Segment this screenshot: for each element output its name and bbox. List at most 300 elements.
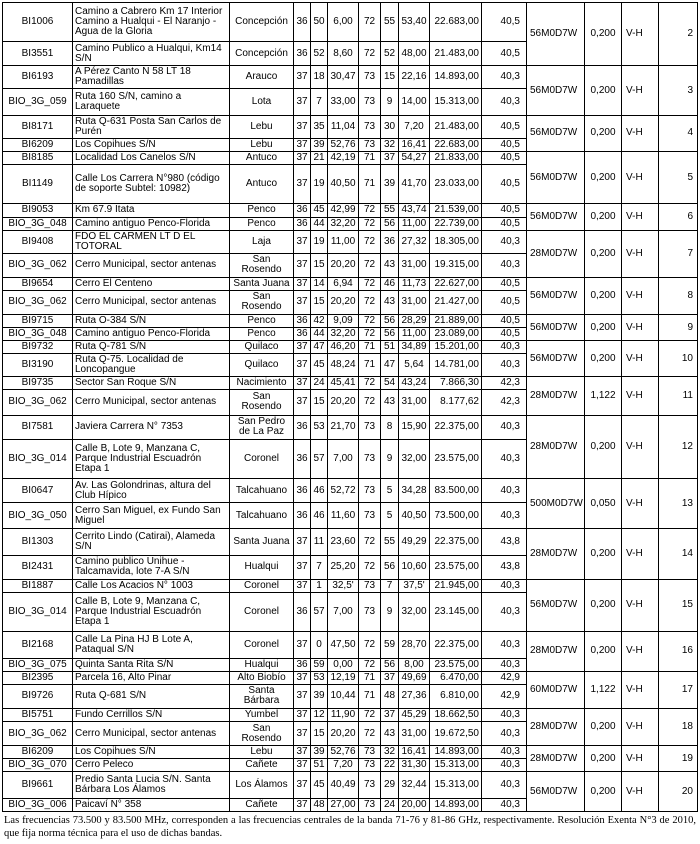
station-address: Calle La Pina HJ B Lote A, Pataqual S/N <box>73 632 230 658</box>
power-watts: 0,200 <box>585 632 622 671</box>
lon-sec: 27,32 <box>399 230 430 253</box>
lat-min: 12 <box>311 708 328 721</box>
table-row <box>3 230 698 253</box>
lon-min: 5 <box>381 479 399 503</box>
link-number: 2 <box>659 3 698 66</box>
antenna-height: 40,3 <box>482 708 527 721</box>
lon-min: 32 <box>381 138 399 151</box>
antenna-height: 42,3 <box>482 390 527 415</box>
lat-sec: 7,00 <box>328 439 359 478</box>
emission-designator: 28M0D7W <box>527 230 585 277</box>
table-row <box>3 151 698 164</box>
commune: Lota <box>230 89 294 115</box>
lon-deg: 72 <box>359 290 381 314</box>
lon-sec: 31,30 <box>399 759 430 772</box>
lon-sec: 34,89 <box>399 341 430 354</box>
commune: Hualqui <box>230 555 294 579</box>
lat-deg: 37 <box>294 555 311 579</box>
polarization: V-H <box>622 66 659 115</box>
lon-sec: 16,41 <box>399 138 430 151</box>
link-number: 10 <box>659 341 698 377</box>
lat-deg: 37 <box>294 529 311 555</box>
station-address: Cerro El Centeno <box>73 277 230 290</box>
lat-min: 35 <box>311 115 328 138</box>
polarization: V-H <box>622 230 659 277</box>
lon-deg: 72 <box>359 377 381 390</box>
station-address: Km 67.9 Itata <box>73 204 230 217</box>
station-address: Camino publico Unihue - Talcamavida, lote 7-A S/N <box>73 555 230 579</box>
lat-deg: 37 <box>294 798 311 811</box>
power-watts: 0,050 <box>585 479 622 529</box>
lon-deg: 72 <box>359 721 381 745</box>
frequency: 22.375,00 <box>430 529 482 555</box>
commune: Antuco <box>230 151 294 164</box>
frequency-table <box>2 2 698 812</box>
lon-min: 15 <box>381 66 399 89</box>
station-code: BI9053 <box>3 204 73 217</box>
frequency: 23.089,00 <box>430 328 482 341</box>
commune: Coronel <box>230 579 294 592</box>
lat-sec: 32,20 <box>328 217 359 230</box>
station-address: Cerro Peleco <box>73 759 230 772</box>
lon-sec: 31,00 <box>399 721 430 745</box>
station-code: BI2168 <box>3 632 73 658</box>
lon-min: 52 <box>381 42 399 66</box>
lon-deg: 73 <box>359 503 381 529</box>
lat-deg: 37 <box>294 746 311 759</box>
power-watts: 0,200 <box>585 66 622 115</box>
lon-deg: 72 <box>359 314 381 327</box>
commune: San Rosendo <box>230 290 294 314</box>
commune: Nacimiento <box>230 377 294 390</box>
lat-sec: 9,09 <box>328 314 359 327</box>
emission-designator: 56M0D7W <box>527 772 585 812</box>
emission-designator: 56M0D7W <box>527 341 585 377</box>
lon-sec: 32,00 <box>399 439 430 478</box>
lat-min: 15 <box>311 721 328 745</box>
lat-sec: 20,20 <box>328 721 359 745</box>
station-code: BI6193 <box>3 66 73 89</box>
lon-min: 51 <box>381 341 399 354</box>
link-number: 19 <box>659 746 698 772</box>
lat-sec: 12,19 <box>328 671 359 684</box>
emission-designator: 28M0D7W <box>527 746 585 772</box>
antenna-height: 42,9 <box>482 671 527 684</box>
frequency: 21.427,00 <box>430 290 482 314</box>
lat-deg: 37 <box>294 277 311 290</box>
lon-min: 55 <box>381 529 399 555</box>
lon-deg: 73 <box>359 89 381 115</box>
antenna-height: 43,8 <box>482 555 527 579</box>
commune: Penco <box>230 328 294 341</box>
lon-sec: 15,90 <box>399 415 430 439</box>
lon-deg: 72 <box>359 42 381 66</box>
polarization: V-H <box>622 579 659 632</box>
link-number: 11 <box>659 377 698 415</box>
lat-min: 11 <box>311 529 328 555</box>
lat-min: 19 <box>311 230 328 253</box>
lat-min: 15 <box>311 253 328 277</box>
station-address: Ruta O-384 S/N <box>73 314 230 327</box>
table-row <box>3 3 698 42</box>
lon-min: 56 <box>381 555 399 579</box>
commune: Arauco <box>230 66 294 89</box>
table-row <box>3 632 698 658</box>
lon-deg: 73 <box>359 115 381 138</box>
commune: Penco <box>230 217 294 230</box>
lat-sec: 32,20 <box>328 328 359 341</box>
lat-deg: 37 <box>294 89 311 115</box>
commune: San Rosendo <box>230 390 294 415</box>
lat-deg: 36 <box>294 439 311 478</box>
frequency: 83.500,00 <box>430 479 482 503</box>
station-address: Paicaví N° 358 <box>73 798 230 811</box>
lat-min: 19 <box>311 164 328 203</box>
station-address: Localidad Los Canelos S/N <box>73 151 230 164</box>
commune: Lebu <box>230 138 294 151</box>
antenna-height: 40,5 <box>482 277 527 290</box>
lat-min: 44 <box>311 217 328 230</box>
antenna-height: 40,3 <box>482 66 527 89</box>
footnote: Las frecuencias 73.500 y 83.500 MHz, corresponden a las frecuencias centrales de la banda 71-76 y 81-86 GHz, respectivamente. Resolución Exenta N°3 de 2010, que fija norma técnica para el uso de dichas bandas. <box>4 815 696 839</box>
polarization: V-H <box>622 479 659 529</box>
station-address: Los Copihues S/N <box>73 138 230 151</box>
station-code: BIO_3G_062 <box>3 290 73 314</box>
lat-sec: 11,90 <box>328 708 359 721</box>
lat-sec: 25,20 <box>328 555 359 579</box>
polarization: V-H <box>622 529 659 579</box>
lon-sec: 32,44 <box>399 772 430 798</box>
frequency: 7.866,30 <box>430 377 482 390</box>
antenna-height: 43,8 <box>482 529 527 555</box>
lon-sec: 41,70 <box>399 164 430 203</box>
station-address: Cerro Municipal, sector antenas <box>73 253 230 277</box>
antenna-height: 40,3 <box>482 759 527 772</box>
station-code: BI1303 <box>3 529 73 555</box>
power-watts: 0,200 <box>585 3 622 66</box>
lon-deg: 73 <box>359 415 381 439</box>
station-code: BI8171 <box>3 115 73 138</box>
lat-min: 7 <box>311 555 328 579</box>
table-row <box>3 415 698 439</box>
frequency: 15.201,00 <box>430 341 482 354</box>
lon-deg: 71 <box>359 671 381 684</box>
lat-sec: 40,49 <box>328 772 359 798</box>
station-code: BIO_3G_062 <box>3 253 73 277</box>
power-watts: 1,122 <box>585 377 622 415</box>
station-address: Calle Los Carrera N°980 (código de soporte Subtel: 10982) <box>73 164 230 203</box>
commune: San Rosendo <box>230 721 294 745</box>
lon-deg: 73 <box>359 759 381 772</box>
frequency: 8.177,62 <box>430 390 482 415</box>
link-number: 13 <box>659 479 698 529</box>
lon-sec: 43,74 <box>399 204 430 217</box>
lat-deg: 37 <box>294 579 311 592</box>
commune: Alto Biobío <box>230 671 294 684</box>
lat-deg: 37 <box>294 151 311 164</box>
lon-sec: 31,00 <box>399 390 430 415</box>
commune: Santa Juana <box>230 529 294 555</box>
polarization: V-H <box>622 277 659 314</box>
station-code: BI9715 <box>3 314 73 327</box>
lon-sec: 11,00 <box>399 217 430 230</box>
station-code: BIO_3G_048 <box>3 217 73 230</box>
polarization: V-H <box>622 671 659 708</box>
lon-deg: 73 <box>359 772 381 798</box>
emission-designator: 28M0D7W <box>527 708 585 745</box>
frequency: 21.945,00 <box>430 579 482 592</box>
lon-deg: 71 <box>359 341 381 354</box>
lat-deg: 37 <box>294 377 311 390</box>
antenna-height: 40,3 <box>482 341 527 354</box>
lat-min: 50 <box>311 3 328 42</box>
station-address: Cerrito Lindo (Catirai), Alameda S/N <box>73 529 230 555</box>
station-address: Calle Los Acacios N° 1003 <box>73 579 230 592</box>
commune: Concepción <box>230 42 294 66</box>
antenna-height: 40,5 <box>482 290 527 314</box>
lon-deg: 71 <box>359 164 381 203</box>
lat-sec: 30,47 <box>328 66 359 89</box>
lon-sec: 45,29 <box>399 708 430 721</box>
station-address: Predio Santa Lucia S/N. Santa Bárbara Los Álamos <box>73 772 230 798</box>
table-row <box>3 746 698 759</box>
commune: Penco <box>230 314 294 327</box>
lon-min: 59 <box>381 632 399 658</box>
frequency: 22.683,00 <box>430 138 482 151</box>
lat-min: 7 <box>311 89 328 115</box>
station-code: BI6209 <box>3 138 73 151</box>
lat-min: 53 <box>311 415 328 439</box>
polarization: V-H <box>622 314 659 340</box>
antenna-height: 40,5 <box>482 204 527 217</box>
lon-min: 5 <box>381 503 399 529</box>
antenna-height: 40,3 <box>482 658 527 671</box>
lat-deg: 37 <box>294 115 311 138</box>
frequency: 23.575,00 <box>430 439 482 478</box>
lon-deg: 72 <box>359 230 381 253</box>
lon-deg: 72 <box>359 658 381 671</box>
lat-min: 48 <box>311 798 328 811</box>
lat-sec: 11,60 <box>328 503 359 529</box>
antenna-height: 40,3 <box>482 746 527 759</box>
antenna-height: 40,3 <box>482 503 527 529</box>
station-address: Camino antiguo Penco-Florida <box>73 328 230 341</box>
lat-sec: 42,19 <box>328 151 359 164</box>
lon-sec: 14,00 <box>399 89 430 115</box>
lon-sec: 40,50 <box>399 503 430 529</box>
lon-deg: 73 <box>359 592 381 631</box>
lat-deg: 37 <box>294 684 311 708</box>
lon-sec: 31,00 <box>399 290 430 314</box>
lon-sec: 32,00 <box>399 592 430 631</box>
lat-sec: 32,5' <box>328 579 359 592</box>
lon-min: 39 <box>381 164 399 203</box>
lon-deg: 73 <box>359 66 381 89</box>
frequency: 22.375,00 <box>430 632 482 658</box>
lon-min: 30 <box>381 115 399 138</box>
frequency: 22.683,00 <box>430 3 482 42</box>
lat-min: 57 <box>311 592 328 631</box>
lon-sec: 27,36 <box>399 684 430 708</box>
lon-sec: 7,20 <box>399 115 430 138</box>
lon-sec: 8,00 <box>399 658 430 671</box>
power-watts: 0,200 <box>585 314 622 340</box>
power-watts: 0,200 <box>585 204 622 230</box>
lon-deg: 71 <box>359 354 381 377</box>
lon-sec: 49,29 <box>399 529 430 555</box>
lat-sec: 46,20 <box>328 341 359 354</box>
frequency: 19.315,00 <box>430 253 482 277</box>
station-address: Los Copihues S/N <box>73 746 230 759</box>
polarization: V-H <box>622 415 659 478</box>
antenna-height: 40,5 <box>482 115 527 138</box>
table-row <box>3 708 698 721</box>
station-address: FDO EL CARMEN LT D EL TOTORAL <box>73 230 230 253</box>
commune: San Rosendo <box>230 253 294 277</box>
lon-deg: 73 <box>359 138 381 151</box>
station-code: BI3190 <box>3 354 73 377</box>
lat-deg: 37 <box>294 390 311 415</box>
power-watts: 0,200 <box>585 415 622 478</box>
table-body <box>3 3 698 812</box>
commune: Coronel <box>230 632 294 658</box>
power-watts: 0,200 <box>585 708 622 745</box>
antenna-height: 40,5 <box>482 217 527 230</box>
link-number: 7 <box>659 230 698 277</box>
lat-min: 18 <box>311 66 328 89</box>
lon-min: 56 <box>381 217 399 230</box>
emission-designator: 56M0D7W <box>527 277 585 314</box>
lon-sec: 48,00 <box>399 42 430 66</box>
frequency: 22.375,00 <box>430 415 482 439</box>
lat-deg: 36 <box>294 217 311 230</box>
station-address: Sector San Roque S/N <box>73 377 230 390</box>
lat-deg: 36 <box>294 42 311 66</box>
lon-min: 22 <box>381 759 399 772</box>
frequency: 6.470,00 <box>430 671 482 684</box>
frequency: 23.033,00 <box>430 164 482 203</box>
polarization: V-H <box>622 3 659 66</box>
station-address: Camino antiguo Penco-Florida <box>73 217 230 230</box>
frequency: 15.313,00 <box>430 89 482 115</box>
lat-deg: 36 <box>294 479 311 503</box>
lon-deg: 72 <box>359 217 381 230</box>
commune: Concepción <box>230 3 294 42</box>
lat-sec: 21,70 <box>328 415 359 439</box>
link-number: 16 <box>659 632 698 671</box>
station-code: BIO_3G_062 <box>3 721 73 745</box>
station-code: BI5751 <box>3 708 73 721</box>
lat-sec: 20,20 <box>328 253 359 277</box>
lon-sec: 22,16 <box>399 66 430 89</box>
commune: Coronel <box>230 439 294 478</box>
power-watts: 0,200 <box>585 579 622 632</box>
lat-deg: 37 <box>294 138 311 151</box>
commune: Lebu <box>230 746 294 759</box>
antenna-height: 40,5 <box>482 314 527 327</box>
antenna-height: 40,5 <box>482 164 527 203</box>
lat-min: 44 <box>311 328 328 341</box>
lat-deg: 37 <box>294 632 311 658</box>
lat-deg: 37 <box>294 759 311 772</box>
station-code: BI7581 <box>3 415 73 439</box>
lat-sec: 52,72 <box>328 479 359 503</box>
lon-sec: 11,00 <box>399 328 430 341</box>
antenna-height: 40,3 <box>482 230 527 253</box>
station-address: Javiera Carrera N° 7353 <box>73 415 230 439</box>
lat-sec: 52,76 <box>328 138 359 151</box>
lat-sec: 47,50 <box>328 632 359 658</box>
station-address: Parcela 16, Alto Pinar <box>73 671 230 684</box>
lat-deg: 36 <box>294 204 311 217</box>
lat-min: 21 <box>311 151 328 164</box>
lat-min: 1 <box>311 579 328 592</box>
emission-designator: 56M0D7W <box>527 151 585 204</box>
frequency: 15.313,00 <box>430 759 482 772</box>
station-code: BIO_3G_075 <box>3 658 73 671</box>
station-code: BI1149 <box>3 164 73 203</box>
lat-deg: 36 <box>294 658 311 671</box>
polarization: V-H <box>622 204 659 230</box>
station-code: BIO_3G_062 <box>3 390 73 415</box>
lon-deg: 72 <box>359 277 381 290</box>
lon-deg: 72 <box>359 390 381 415</box>
link-number: 4 <box>659 115 698 151</box>
frequency: 21.889,00 <box>430 314 482 327</box>
lat-min: 15 <box>311 390 328 415</box>
lon-min: 43 <box>381 290 399 314</box>
power-watts: 0,200 <box>585 772 622 812</box>
frequency: 73.500,00 <box>430 503 482 529</box>
lon-min: 9 <box>381 439 399 478</box>
lon-deg: 72 <box>359 253 381 277</box>
polarization: V-H <box>622 772 659 812</box>
lon-min: 43 <box>381 721 399 745</box>
link-number: 12 <box>659 415 698 478</box>
lon-sec: 20,00 <box>399 798 430 811</box>
commune: Santa Juana <box>230 277 294 290</box>
emission-designator: 28M0D7W <box>527 377 585 415</box>
lat-deg: 36 <box>294 328 311 341</box>
table-row <box>3 204 698 217</box>
table-row <box>3 529 698 555</box>
station-address: Ruta Q-681 S/N <box>73 684 230 708</box>
emission-designator: 56M0D7W <box>527 204 585 230</box>
station-address: Cerro Municipal, sector antenas <box>73 390 230 415</box>
lat-sec: 20,20 <box>328 390 359 415</box>
lon-min: 48 <box>381 684 399 708</box>
lon-sec: 43,24 <box>399 377 430 390</box>
polarization: V-H <box>622 151 659 204</box>
station-code: BI6209 <box>3 746 73 759</box>
station-code: BIO_3G_014 <box>3 592 73 631</box>
table-row <box>3 479 698 503</box>
lon-deg: 73 <box>359 479 381 503</box>
lon-deg: 72 <box>359 3 381 42</box>
station-address: Cerro San Miguel, ex Fundo San Miguel <box>73 503 230 529</box>
frequency: 21.833,00 <box>430 151 482 164</box>
lon-min: 56 <box>381 328 399 341</box>
link-number: 14 <box>659 529 698 579</box>
lat-sec: 0,00 <box>328 658 359 671</box>
antenna-height: 40,5 <box>482 328 527 341</box>
commune: Cañete <box>230 759 294 772</box>
lon-min: 8 <box>381 415 399 439</box>
power-watts: 1,122 <box>585 671 622 708</box>
station-code: BI0647 <box>3 479 73 503</box>
emission-designator: 56M0D7W <box>527 579 585 632</box>
lon-sec: 31,00 <box>399 253 430 277</box>
